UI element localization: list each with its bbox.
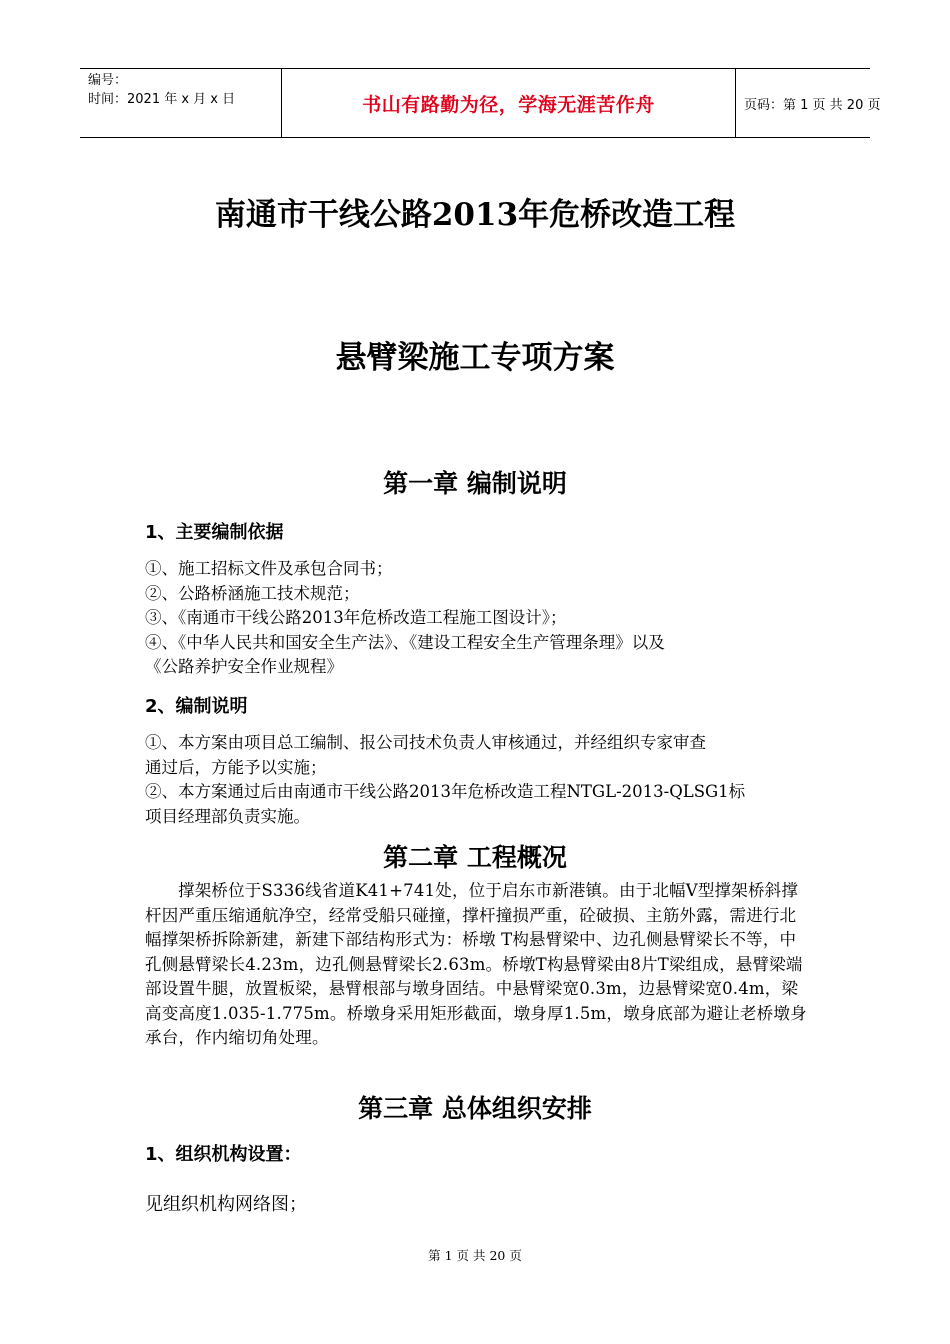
header-meta-cell	[80, 69, 282, 137]
project-overview-paragraph: 撑架桥位于S336线省道K41+741处，位于启东市新港镇。由于北幅V型撑架桥斜撑杆因严重压缩通航净空，经常受船只碰撞，撑杆撞损严重，砼破损、主筋外露，需进行北幅撑架桥拆除新建，新建下部结构形式为：桥墩 T构悬臂梁中、边孔侧悬臂梁长不等，中孔侧悬臂梁长4.23m，边孔侧悬臂梁长2.63m。桥墩T构悬臂梁由8片T梁组成，悬臂梁端部设置牛腿，放置板梁，悬臂根部与墩身固结。中悬臂梁宽0.3m，边悬臂梁宽0.4m，梁高变高度1.035-1.775m。桥墩身采用矩形截面，墩身厚1.5m，墩身底部为避让老桥墩身承台，作内缩切角处理。	[145, 881, 807, 1047]
list-item: ②、本方案通过后由南通市干线公路2013年危桥改造工程NTGL-2013-QLSG1标	[145, 782, 746, 801]
compilation-notes	[145, 731, 810, 829]
list-item: ①、施工招标文件及承包合同书；	[145, 559, 393, 578]
header-motto: 书山有路勤为径，学海无涯苦作舟	[282, 69, 736, 137]
list-item: 项目经理部负责实施。	[145, 806, 310, 826]
list-item: ②、公路桥涵施工技术规范；	[145, 583, 360, 603]
document-title: 南通市干线公路2013年危桥改造工程	[214, 197, 736, 233]
list-item: 通过后，方能予以实施；	[145, 757, 327, 777]
org-chart-reference: 见组织机构网络图；	[145, 1194, 307, 1215]
list-item: 《公路养护安全作业规程》	[145, 657, 343, 676]
section-3-1-heading: 1、组织机构设置：	[145, 1144, 302, 1165]
section-1-1-heading: 1、主要编制依据	[145, 522, 284, 543]
list-item: ③、《南通市干线公路2013年危桥改造工程施工图设计》；	[145, 608, 567, 627]
chapter-2-heading: 第二章 工程概况	[383, 843, 567, 872]
chapter-1-heading: 第一章 编制说明	[383, 469, 567, 498]
list-item: ④、《中华人民共和国安全生产法》、《建设工程安全生产管理条理》以及	[145, 632, 665, 652]
page-footer: 第 1 页 共 20 页	[428, 1248, 522, 1263]
chapter-3-heading: 第三章 总体组织安排	[358, 1094, 592, 1123]
document-subtitle: 悬臂梁施工专项方案	[335, 340, 615, 376]
document-number-label: 编号：	[88, 73, 128, 88]
header-table	[80, 68, 881, 138]
document-date: 时间：2021 年 x 月 x 日	[88, 92, 236, 107]
header-page-info: 页码：第 1 页 共 20 页	[744, 97, 881, 113]
list-item: ①、本方案由项目总工编制、报公司技术负责人审核通过，并经组织专家审查	[145, 733, 706, 752]
section-1-2-heading: 2、编制说明	[145, 696, 248, 717]
basis-list	[145, 557, 810, 680]
